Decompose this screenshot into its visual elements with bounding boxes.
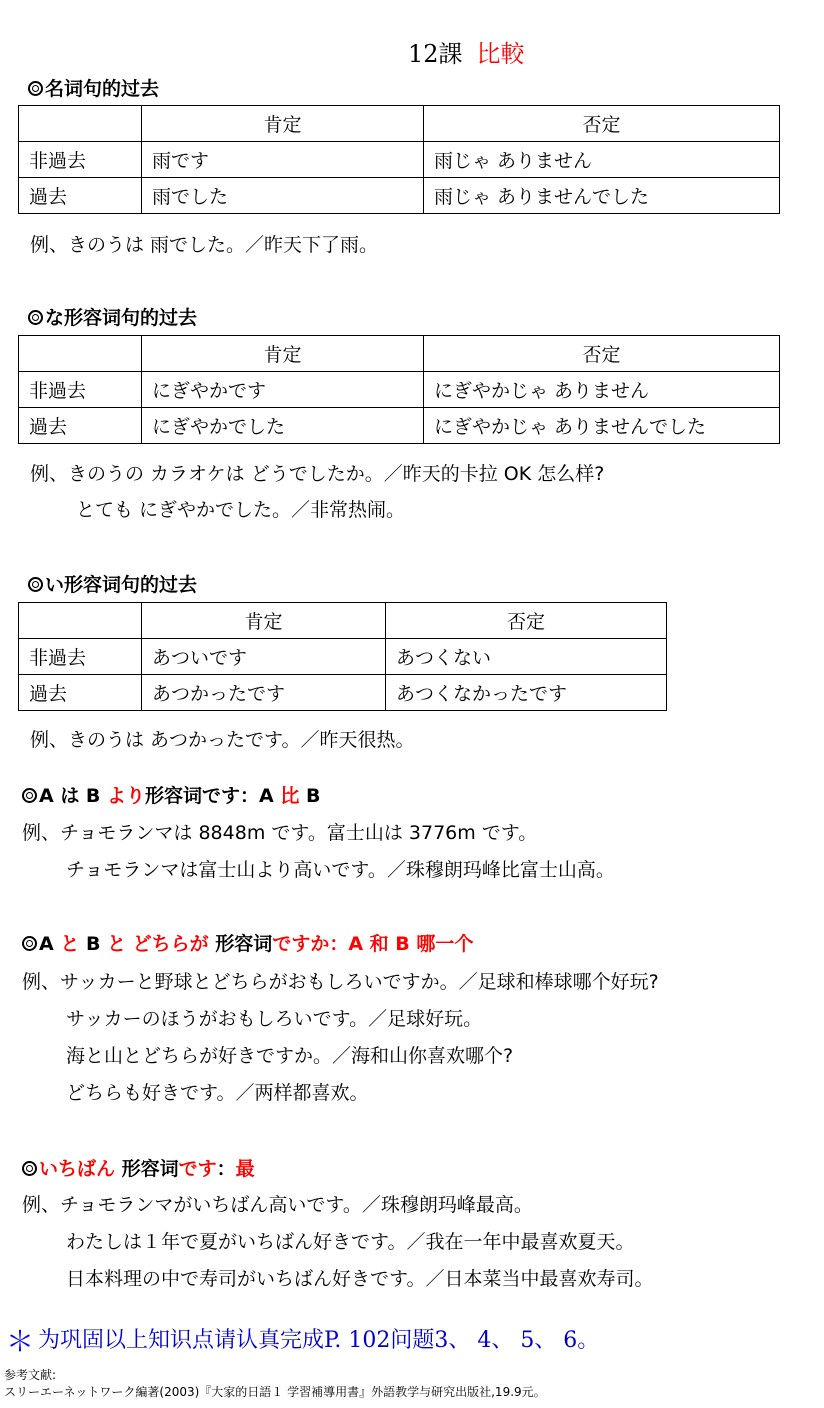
yori-section-heading: A は B より形容词です：A 比 B <box>22 781 321 808</box>
bullet-circle-icon <box>22 936 37 951</box>
bullet-circle-icon <box>28 310 43 325</box>
example-line: わたしは１年で夏がいちばん好きです。／我在一年中最喜欢夏天。 <box>66 1231 635 1253</box>
example-line: 例、きのうは 雨でした。／昨天下了雨。 <box>30 234 379 256</box>
i-adj-section-heading: い形容词句的过去 <box>28 570 197 597</box>
example-line: 海と山とどちらが好きですか。／海和山你喜欢哪个? <box>66 1045 514 1067</box>
lesson-topic: 比較 <box>476 40 525 68</box>
bullet-circle-icon <box>22 1161 37 1176</box>
page-title <box>408 34 525 69</box>
table-row: 過去 にぎやかでした にぎやかじゃ ありませんでした <box>19 408 780 444</box>
example-line: 例、チョモランマがいちばん高いです。／珠穆朗玛峰最高。 <box>22 1194 533 1216</box>
example-line: とても にぎやかでした。／非常热闹。 <box>76 499 406 521</box>
example-line: サッカーのほうがおもしろいです。／足球好玩。 <box>66 1008 483 1030</box>
bullet-circle-icon <box>28 81 43 96</box>
asterisk-icon: ＊ <box>6 1325 35 1358</box>
noun-table <box>18 105 780 214</box>
noun-section-heading: 名词句的过去 <box>28 74 159 101</box>
reference-label: 参考文献: <box>4 1368 57 1382</box>
table-row: 非過去 あついです あつくない <box>19 639 667 675</box>
homework-note: ＊ 为巩固以上知识点请认真完成P. 102问题3、 4、 5、 6。 <box>6 1325 600 1358</box>
table-row: 過去 雨でした 雨じゃ ありませんでした <box>19 178 780 214</box>
example-line: チョモランマは富士山より高いです。／珠穆朗玛峰比富士山高。 <box>66 859 615 881</box>
reference-text: スリーエーネットワーク編著(2003)『大家的日語１ 学習補導用書』外語教学与研究出版社,19.9元。 <box>4 1385 546 1399</box>
table-row: 非過去 にぎやかです にぎやかじゃ ありません <box>19 372 780 408</box>
table-header-row: 肯定 否定 <box>19 603 667 639</box>
example-line: 日本料理の中で寿司がいちばん好きです。／日本菜当中最喜欢寿司。 <box>66 1268 654 1290</box>
bullet-circle-icon <box>22 788 37 803</box>
table-row: 過去 あつかったです あつくなかったです <box>19 675 667 711</box>
example-line: 例、チョモランマは 8848m です。富士山は 3776m です。 <box>22 822 538 844</box>
table-header-row: 肯定 否定 <box>19 106 780 142</box>
bullet-circle-icon <box>28 577 43 592</box>
na-adj-table <box>18 335 780 444</box>
ichiban-section-heading: いちばん 形容词です：最 <box>22 1154 255 1181</box>
i-adj-table <box>18 602 667 711</box>
na-adj-section-heading: な形容词句的过去 <box>28 303 197 330</box>
example-line: どちらも好きです。／两样都喜欢。 <box>66 1082 369 1104</box>
example-line: 例、サッカーと野球とどちらがおもしろいですか。／足球和棒球哪个好玩? <box>22 971 659 993</box>
lesson-number: 12課 <box>408 40 463 68</box>
example-line: 例、きのうの カラオケは どうでしたか。／昨天的卡拉 OK 怎么样? <box>30 463 605 485</box>
dochira-section-heading: A と B と どちらが 形容词ですか：A 和 B 哪一个 <box>22 929 473 956</box>
table-header-row: 肯定 否定 <box>19 336 780 372</box>
example-line: 例、きのうは あつかったです。／昨天很热。 <box>30 729 415 751</box>
table-row: 非過去 雨です 雨じゃ ありません <box>19 142 780 178</box>
